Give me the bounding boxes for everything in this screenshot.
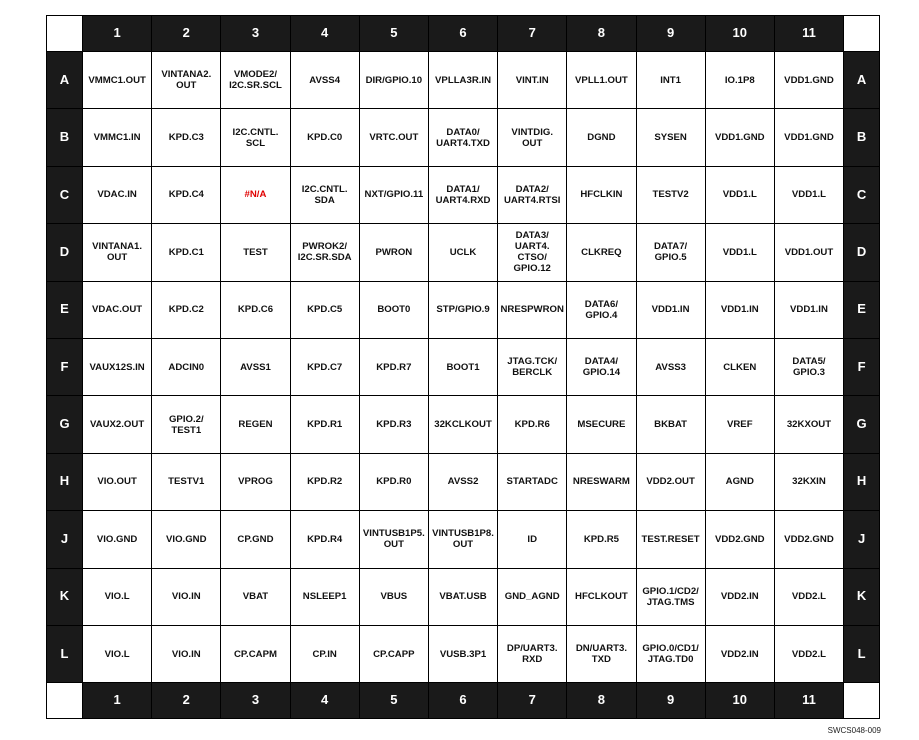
pin-cell: DGND xyxy=(567,109,636,166)
row-label-left: B xyxy=(47,109,83,166)
pin-cell: KPD.C1 xyxy=(152,224,221,281)
row-label-right: J xyxy=(844,511,880,568)
pin-cell: KPD.C4 xyxy=(152,167,221,224)
column-label-bottom: 10 xyxy=(706,683,775,719)
pin-cell: NRESPWRON xyxy=(498,282,567,339)
pin-cell: I2C.CNTL. SDA xyxy=(291,167,360,224)
row-label-right: C xyxy=(844,167,880,224)
row-label-right: H xyxy=(844,454,880,511)
pin-cell: AGND xyxy=(706,454,775,511)
row-label-left: G xyxy=(47,396,83,453)
row-label-right: E xyxy=(844,282,880,339)
pin-cell: NRESWARM xyxy=(567,454,636,511)
pin-cell: I2C.CNTL. SCL xyxy=(221,109,290,166)
pin-cell: HFCLKOUT xyxy=(567,569,636,626)
pin-cell: VMMC1.OUT xyxy=(83,52,152,109)
corner-cell xyxy=(844,683,880,719)
column-label-top: 2 xyxy=(152,16,221,52)
column-label-bottom: 6 xyxy=(429,683,498,719)
row-label-left: C xyxy=(47,167,83,224)
pin-cell: KPD.C2 xyxy=(152,282,221,339)
pin-cell: VIO.GND xyxy=(83,511,152,568)
pin-cell: TESTV1 xyxy=(152,454,221,511)
pin-cell: IO.1P8 xyxy=(706,52,775,109)
column-label-bottom: 1 xyxy=(83,683,152,719)
row-label-left: E xyxy=(47,282,83,339)
pin-cell: DATA6/ GPIO.4 xyxy=(567,282,636,339)
pin-cell: VDAC.OUT xyxy=(83,282,152,339)
pin-cell: VDD1.L xyxy=(706,167,775,224)
pin-cell: VREF xyxy=(706,396,775,453)
pin-cell: CP.GND xyxy=(221,511,290,568)
row-label-left: J xyxy=(47,511,83,568)
pin-cell: MSECURE xyxy=(567,396,636,453)
pin-cell: KPD.C0 xyxy=(291,109,360,166)
corner-cell xyxy=(47,683,83,719)
pin-cell: DIR/GPIO.10 xyxy=(360,52,429,109)
pin-cell: VDD2.OUT xyxy=(637,454,706,511)
pin-cell: VIO.L xyxy=(83,626,152,683)
pin-cell: UCLK xyxy=(429,224,498,281)
pin-cell: #N/A xyxy=(221,167,290,224)
column-label-top: 4 xyxy=(291,16,360,52)
row-label-right: D xyxy=(844,224,880,281)
pin-cell: VDD1.IN xyxy=(637,282,706,339)
pin-cell: DATA7/ GPIO.5 xyxy=(637,224,706,281)
pin-cell: VAUX2.OUT xyxy=(83,396,152,453)
column-label-top: 8 xyxy=(567,16,636,52)
pin-cell: VINTANA2. OUT xyxy=(152,52,221,109)
pin-cell: GPIO.2/ TEST1 xyxy=(152,396,221,453)
pin-cell: 32KCLKOUT xyxy=(429,396,498,453)
pin-cell: DATA1/ UART4.RXD xyxy=(429,167,498,224)
pin-cell: NXT/GPIO.11 xyxy=(360,167,429,224)
pin-cell: CP.IN xyxy=(291,626,360,683)
pin-cell: DATA3/ UART4. CTSO/ GPIO.12 xyxy=(498,224,567,281)
pin-cell: 32KXIN xyxy=(775,454,844,511)
column-label-top: 10 xyxy=(706,16,775,52)
pin-cell: 32KXOUT xyxy=(775,396,844,453)
pin-cell: KPD.C3 xyxy=(152,109,221,166)
pin-cell: VBAT xyxy=(221,569,290,626)
pin-cell: GND_AGND xyxy=(498,569,567,626)
pin-cell: ADCIN0 xyxy=(152,339,221,396)
row-label-left: A xyxy=(47,52,83,109)
pin-cell: KPD.R4 xyxy=(291,511,360,568)
pin-cell: CP.CAPP xyxy=(360,626,429,683)
pin-cell: VDD2.GND xyxy=(706,511,775,568)
row-label-right: F xyxy=(844,339,880,396)
pin-cell: KPD.C7 xyxy=(291,339,360,396)
pin-cell: KPD.R7 xyxy=(360,339,429,396)
pin-cell: VPLL1.OUT xyxy=(567,52,636,109)
pin-cell: VIO.IN xyxy=(152,626,221,683)
pin-cell: VDD2.L xyxy=(775,569,844,626)
pin-cell: KPD.R6 xyxy=(498,396,567,453)
row-label-right: K xyxy=(844,569,880,626)
pin-cell: KPD.R1 xyxy=(291,396,360,453)
pin-cell: BOOT0 xyxy=(360,282,429,339)
pin-cell: VPROG xyxy=(221,454,290,511)
pin-cell: VIO.IN xyxy=(152,569,221,626)
pin-cell: NSLEEP1 xyxy=(291,569,360,626)
pin-cell: VDD1.L xyxy=(706,224,775,281)
pin-cell: VDD1.GND xyxy=(775,109,844,166)
pin-cell: KPD.R0 xyxy=(360,454,429,511)
pin-cell: TEST xyxy=(221,224,290,281)
pin-cell: TESTV2 xyxy=(637,167,706,224)
row-label-left: H xyxy=(47,454,83,511)
pin-cell: DN/UART3. TXD xyxy=(567,626,636,683)
pin-cell: TEST.RESET xyxy=(637,511,706,568)
column-label-bottom: 4 xyxy=(291,683,360,719)
pin-cell: BKBAT xyxy=(637,396,706,453)
pin-cell: STARTADC xyxy=(498,454,567,511)
pin-cell: VDD2.L xyxy=(775,626,844,683)
pin-cell: VBUS xyxy=(360,569,429,626)
column-label-bottom: 11 xyxy=(775,683,844,719)
pin-cell: VDD2.IN xyxy=(706,569,775,626)
pin-cell: VUSB.3P1 xyxy=(429,626,498,683)
column-label-top: 3 xyxy=(221,16,290,52)
pin-cell: VBAT.USB xyxy=(429,569,498,626)
pin-cell: PWROK2/ I2C.SR.SDA xyxy=(291,224,360,281)
pin-cell: VDD1.L xyxy=(775,167,844,224)
corner-cell xyxy=(844,16,880,52)
pin-cell: KPD.R3 xyxy=(360,396,429,453)
column-label-bottom: 3 xyxy=(221,683,290,719)
pin-cell: DATA2/ UART4.RTSI xyxy=(498,167,567,224)
pin-cell: VINT.IN xyxy=(498,52,567,109)
pin-cell: DATA5/ GPIO.3 xyxy=(775,339,844,396)
pin-cell: GPIO.1/CD2/ JTAG.TMS xyxy=(637,569,706,626)
pin-cell: VDD1.OUT xyxy=(775,224,844,281)
pin-cell: JTAG.TCK/ BERCLK xyxy=(498,339,567,396)
pin-cell: SYSEN xyxy=(637,109,706,166)
pin-cell: AVSS2 xyxy=(429,454,498,511)
ball-map-grid xyxy=(46,15,880,719)
pin-cell: ID xyxy=(498,511,567,568)
pin-cell: VIO.OUT xyxy=(83,454,152,511)
column-label-top: 6 xyxy=(429,16,498,52)
column-label-top: 11 xyxy=(775,16,844,52)
column-label-top: 1 xyxy=(83,16,152,52)
pin-cell: AVSS4 xyxy=(291,52,360,109)
document-id: SWCS048-009 xyxy=(827,726,881,735)
pin-cell: DATA0/ UART4.TXD xyxy=(429,109,498,166)
pin-cell: VINTANA1. OUT xyxy=(83,224,152,281)
corner-cell xyxy=(47,16,83,52)
pin-cell: DATA4/ GPIO.14 xyxy=(567,339,636,396)
pin-cell: VMMC1.IN xyxy=(83,109,152,166)
pin-cell: KPD.C5 xyxy=(291,282,360,339)
pin-cell: STP/GPIO.9 xyxy=(429,282,498,339)
pin-cell: VPLLA3R.IN xyxy=(429,52,498,109)
pin-cell: DP/UART3. RXD xyxy=(498,626,567,683)
column-label-bottom: 7 xyxy=(498,683,567,719)
pin-cell: INT1 xyxy=(637,52,706,109)
column-label-bottom: 9 xyxy=(637,683,706,719)
pin-cell: VINTUSB1P8. OUT xyxy=(429,511,498,568)
column-label-bottom: 5 xyxy=(360,683,429,719)
pin-cell: KPD.R5 xyxy=(567,511,636,568)
pin-cell: VDD1.IN xyxy=(775,282,844,339)
pin-cell: CP.CAPM xyxy=(221,626,290,683)
pin-cell: VINTDIG. OUT xyxy=(498,109,567,166)
pin-cell: CLKREQ xyxy=(567,224,636,281)
pin-cell: AVSS1 xyxy=(221,339,290,396)
column-label-bottom: 2 xyxy=(152,683,221,719)
pin-cell: BOOT1 xyxy=(429,339,498,396)
pin-cell: VRTC.OUT xyxy=(360,109,429,166)
row-label-left: F xyxy=(47,339,83,396)
pin-cell: GPIO.0/CD1/ JTAG.TD0 xyxy=(637,626,706,683)
column-label-bottom: 8 xyxy=(567,683,636,719)
pin-cell: VDD1.GND xyxy=(775,52,844,109)
pin-cell: AVSS3 xyxy=(637,339,706,396)
pin-cell: VDD1.GND xyxy=(706,109,775,166)
row-label-left: D xyxy=(47,224,83,281)
row-label-left: L xyxy=(47,626,83,683)
pin-cell: VDD2.IN xyxy=(706,626,775,683)
pin-cell: VIO.L xyxy=(83,569,152,626)
pin-cell: KPD.R2 xyxy=(291,454,360,511)
column-label-top: 9 xyxy=(637,16,706,52)
pin-cell: HFCLKIN xyxy=(567,167,636,224)
row-label-right: L xyxy=(844,626,880,683)
pin-cell: CLKEN xyxy=(706,339,775,396)
pin-cell: VDD2.GND xyxy=(775,511,844,568)
pin-cell: VAUX12S.IN xyxy=(83,339,152,396)
pin-cell: VINTUSB1P5. OUT xyxy=(360,511,429,568)
column-label-top: 7 xyxy=(498,16,567,52)
pin-cell: VDD1.IN xyxy=(706,282,775,339)
row-label-right: A xyxy=(844,52,880,109)
pin-cell: REGEN xyxy=(221,396,290,453)
row-label-left: K xyxy=(47,569,83,626)
row-label-right: B xyxy=(844,109,880,166)
row-label-right: G xyxy=(844,396,880,453)
pin-cell: PWRON xyxy=(360,224,429,281)
pin-cell: KPD.C6 xyxy=(221,282,290,339)
pin-cell: VMODE2/ I2C.SR.SCL xyxy=(221,52,290,109)
column-label-top: 5 xyxy=(360,16,429,52)
pin-cell: VIO.GND xyxy=(152,511,221,568)
pin-cell: VDAC.IN xyxy=(83,167,152,224)
